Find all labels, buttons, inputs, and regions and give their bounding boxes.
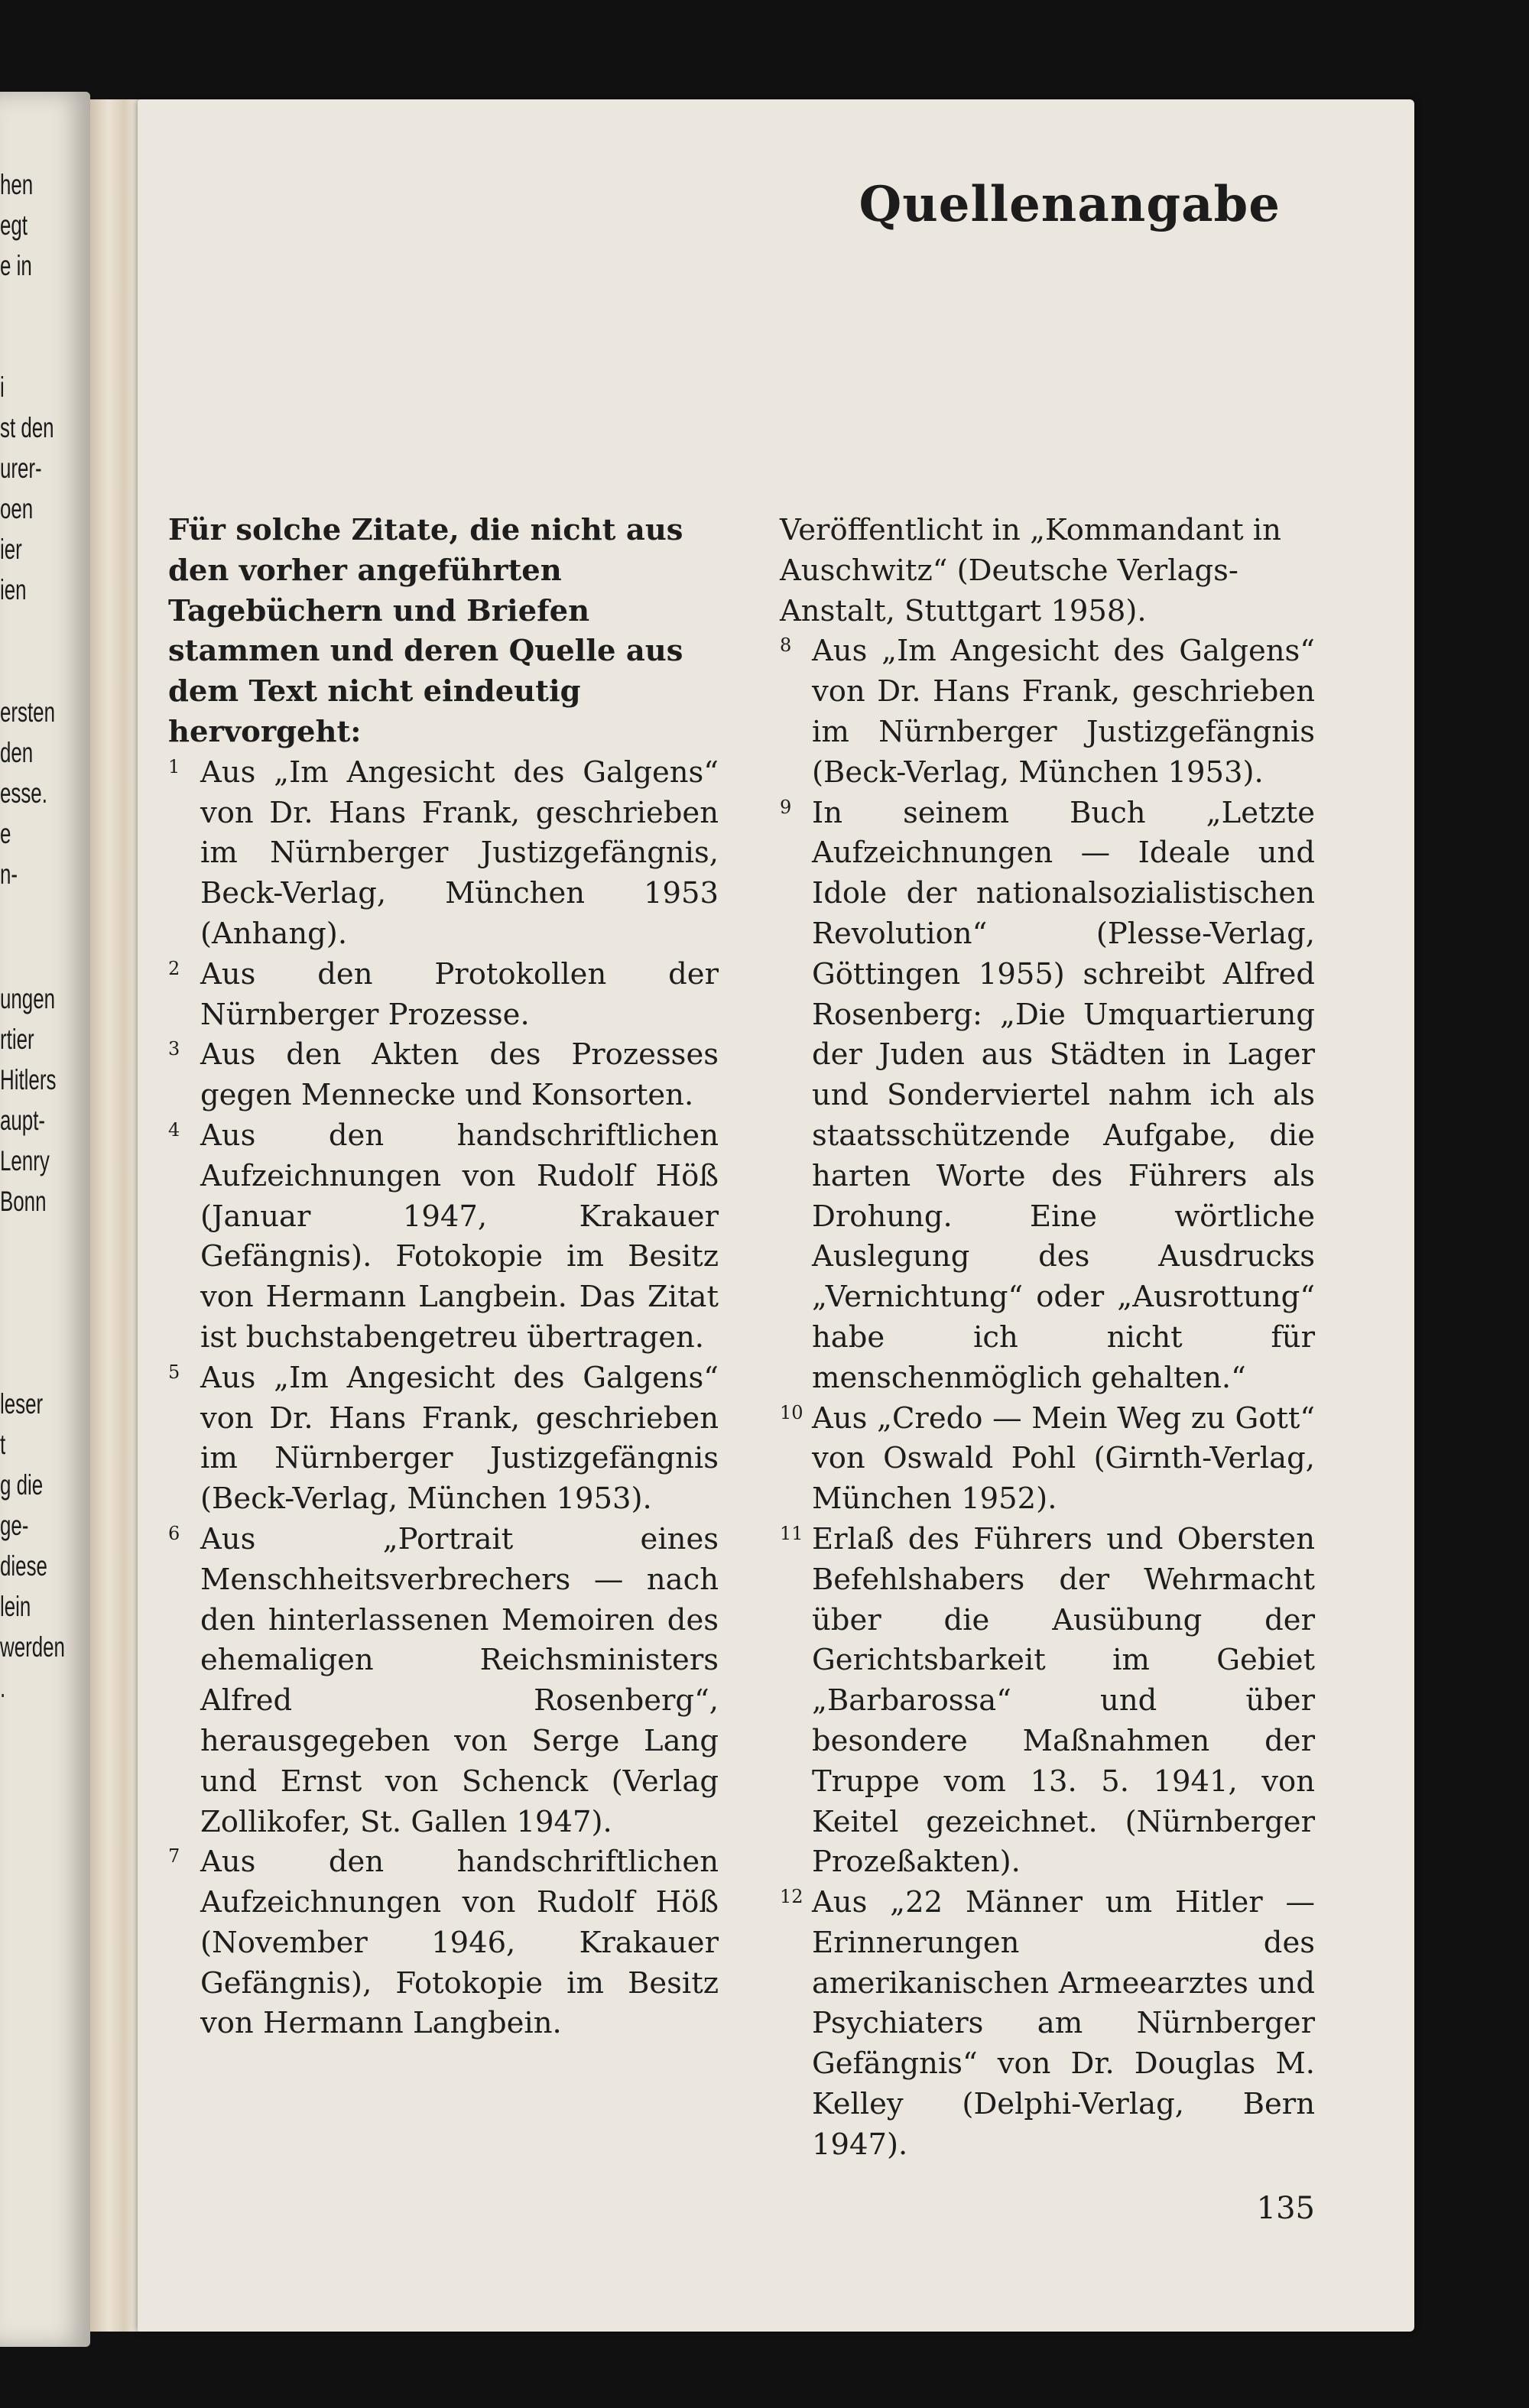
left-column: [168, 511, 719, 2044]
facing-page-text: lein: [0, 1591, 31, 1622]
footnote-text: Aus den Protokollen der Nürnberger Prozesse.: [200, 956, 719, 1032]
footnote-number: 10: [780, 1401, 803, 1423]
footnote-text: Aus „Im Angesicht des Galgens“ von Dr. Hans Frank, geschrieben im Nürnberger Justizgefängnis (Beck-Verlag, München 1953).: [200, 1360, 719, 1517]
footnote: [168, 1520, 719, 1842]
facing-page-text: g die: [0, 1469, 44, 1501]
footnote-number: 9: [780, 796, 792, 818]
footnote-number: 4: [168, 1118, 180, 1141]
facing-page-text: ge-: [0, 1510, 29, 1541]
facing-page-text: t: [0, 1429, 6, 1460]
footnote: [168, 1842, 719, 2044]
facing-page-text: Hitlers: [0, 1064, 57, 1095]
footnote: [168, 753, 719, 955]
footnote-text: Aus „Credo — Mein Weg zu Gott“ von Oswald Pohl (Girnth-Verlag, München 1952).: [812, 1400, 1315, 1517]
facing-page-text: egt: [0, 209, 28, 241]
facing-page-fragment: [0, 92, 90, 2347]
facing-page-text: st den: [0, 412, 54, 443]
footnote-text: Aus den handschriftlichen Aufzeichnungen von Rudolf Höß (Januar 1947, Krakauer Gefängnis). Fotokopie im Besitz von Hermann Langbein. Das Zitat ist buchstabengetreu übertragen.: [200, 1118, 719, 1355]
facing-page-text: ersten: [0, 696, 55, 728]
footnote-text: Aus „Im Angesicht des Galgens“ von Dr. Hans Frank, geschrieben im Nürnberger Justizgefängnis (Beck-Verlag, München 1953).: [812, 634, 1315, 790]
footnote: [780, 1399, 1315, 1520]
footnote: [168, 1358, 719, 1520]
footnote-continuation: Veröffentlicht in „Kommandant in Auschwitz“ (Deutsche Verlags-Anstalt, Stuttgart 1958).: [780, 513, 1281, 628]
footnote: [168, 955, 719, 1036]
footnote-number: 1: [168, 755, 180, 777]
footnote-number: 7: [168, 1845, 180, 1868]
facing-page-text: werden: [0, 1631, 65, 1663]
page-title: Quellenangabe: [859, 176, 1281, 233]
facing-page-text: i: [0, 372, 5, 403]
facing-page-text: esse.: [0, 777, 47, 809]
facing-page-text: leser: [0, 1388, 44, 1420]
footnote-number: 11: [780, 1522, 803, 1544]
footnote: [168, 1035, 719, 1116]
footnote-text: Aus „Im Angesicht des Galgens“ von Dr. Hans Frank, geschrieben im Nürnberger Justizgefängnis, Beck-Verlag, München 1953 (Anhang).: [200, 755, 719, 951]
facing-page-text: ungen: [0, 983, 56, 1014]
page-number: 135: [1256, 2191, 1315, 2226]
right-column: [780, 511, 1315, 2166]
footnote-number: 2: [168, 957, 180, 979]
facing-page-text: ien: [0, 574, 27, 605]
facing-page-text: aupt-: [0, 1105, 46, 1136]
facing-page-text: oen: [0, 493, 34, 524]
facing-page-text: e: [0, 818, 11, 849]
footnote: [780, 1520, 1315, 1883]
facing-page-text: rtier: [0, 1024, 34, 1055]
footnote: [780, 631, 1315, 793]
facing-page-text: e in: [0, 250, 32, 281]
facing-page-text: .: [0, 1672, 6, 1703]
footnote-text: Aus „Portrait eines Menschheitsverbrechers — nach den hinterlassenen Memoiren des ehemaligen Reichsministers Alfred Rosenberg“, herausgegeben von Serge Lang und Ernst von Schenck (Verlag Zollikofer, St. Gallen 1947).: [200, 1521, 719, 1839]
footnote-number: 3: [168, 1038, 180, 1060]
facing-page-text: ier: [0, 534, 22, 565]
facing-page-text: diese: [0, 1550, 47, 1582]
footnote-text: In seinem Buch „Letzte Aufzeichnungen — Ideale und Idole der nationalsozialistischen Revolution“ (Plesse-Verlag, Göttingen 1955) schreibt Alfred Rosenberg: „Die Umquartierung der Juden aus Städten in Lager und Sonderviertel nahm ich als staatsschützende Aufgabe, die harten Worte des Führers als Drohung. Eine wörtliche Auslegung des Ausdrucks „Vernichtung“ oder „Ausrottung“ habe ich nicht für menschenmöglich gehalten.“: [812, 795, 1315, 1395]
facing-page-text: Lenry: [0, 1145, 50, 1176]
footnote-text: Aus den Akten des Prozesses gegen Mennecke und Konsorten.: [200, 1037, 719, 1113]
facing-page-text: Bonn: [0, 1186, 47, 1217]
footnote-text: Erlaß des Führers und Obersten Befehlshabers der Wehrmacht über die Ausübung der Gerichtsbarkeit im Gebiet „Barbarossa“ und über besondere Maßnahmen der Truppe vom 13. 5. 1941, von Keitel gezeichnet. (Nürnberger Prozeßakten).: [812, 1521, 1315, 1880]
footnote-number: 12: [780, 1886, 803, 1908]
footnote-number: 6: [168, 1522, 180, 1544]
facing-page-text: hen: [0, 169, 34, 200]
footnote: [168, 1116, 719, 1358]
facing-page-text: n-: [0, 858, 18, 890]
facing-page-text: urer-: [0, 453, 42, 484]
footnote: [780, 1883, 1315, 2166]
book-page: [138, 99, 1414, 2332]
footnote-number: 8: [780, 634, 792, 657]
footnote: [780, 793, 1315, 1399]
footnote-text: Aus den handschriftlichen Aufzeichnungen von Rudolf Höß (November 1946, Krakauer Gefängnis), Fotokopie im Besitz von Hermann Langbein.: [200, 1845, 719, 2041]
footnote-text: Aus „22 Männer um Hitler — Erinnerungen des amerikanischen Armeearztes und Psychiaters am Nürnberger Gefängnis“ von Dr. Douglas M. Kelley (Delphi-Verlag, Bern 1947).: [812, 1885, 1315, 2162]
footnote-number: 5: [168, 1361, 180, 1383]
facing-page-text: den: [0, 737, 34, 768]
intro-text: Für solche Zitate, die nicht aus den vorher angeführten Tagebüchern und Briefen stammen und deren Quelle aus dem Text nicht eindeutig hervorgeht:: [168, 513, 683, 749]
